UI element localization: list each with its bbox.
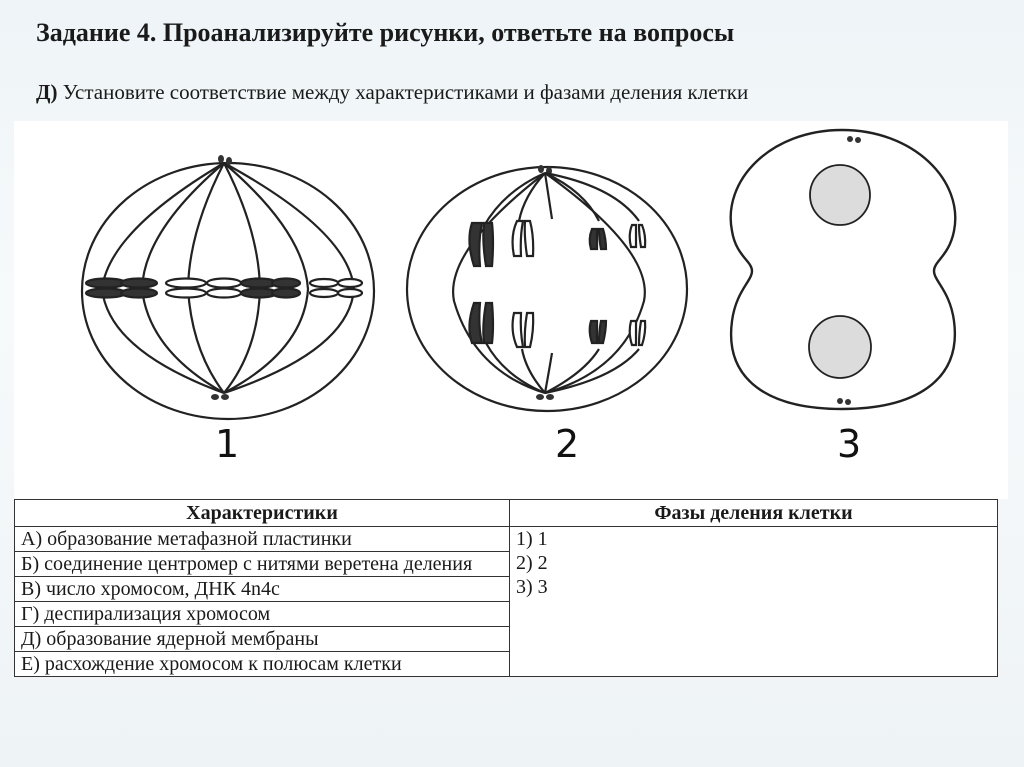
- cell-label-3: 3: [837, 422, 862, 466]
- cell-label-1: 1: [215, 422, 240, 466]
- table-header-row: [15, 500, 998, 527]
- task-subtitle: [36, 80, 748, 105]
- phase-option-2: 2) 2: [516, 552, 548, 574]
- subtitle-text: Установите соответствие между характеристиками и фазами деления клетки: [57, 80, 749, 104]
- cell-3-telophase: [731, 130, 956, 409]
- task-title: Задание 4. Проанализируйте рисунки, ответьте на вопросы: [36, 18, 735, 47]
- header-characteristics: Характеристики: [15, 500, 510, 527]
- characteristic-a: А) образование метафазной пластинки: [15, 527, 510, 552]
- table-row: [15, 527, 998, 552]
- cell-2-anaphase: [407, 165, 687, 411]
- characteristic-d: Д) образование ядерной мембраны: [15, 627, 510, 652]
- cell-division-figure: [14, 121, 1008, 499]
- characteristic-g: Г) деспирализация хромосом: [15, 602, 510, 627]
- characteristic-e: Е) расхождение хромосом к полюсам клетки: [15, 652, 510, 677]
- matching-table: [14, 499, 998, 677]
- phases-cell: [510, 527, 998, 677]
- header-phases: Фазы деления клетки: [510, 500, 998, 527]
- phase-option-1: 1) 1: [516, 528, 548, 550]
- characteristic-b: Б) соединение центромер с нитями веретена деления: [15, 552, 510, 577]
- subtitle-prefix: Д): [36, 80, 58, 104]
- characteristic-v: В) число хромосом, ДНК 4n4c: [15, 577, 510, 602]
- cell-label-2: 2: [555, 422, 580, 466]
- cell-1-metaphase: [82, 155, 374, 419]
- phase-option-3: 3) 3: [516, 576, 548, 598]
